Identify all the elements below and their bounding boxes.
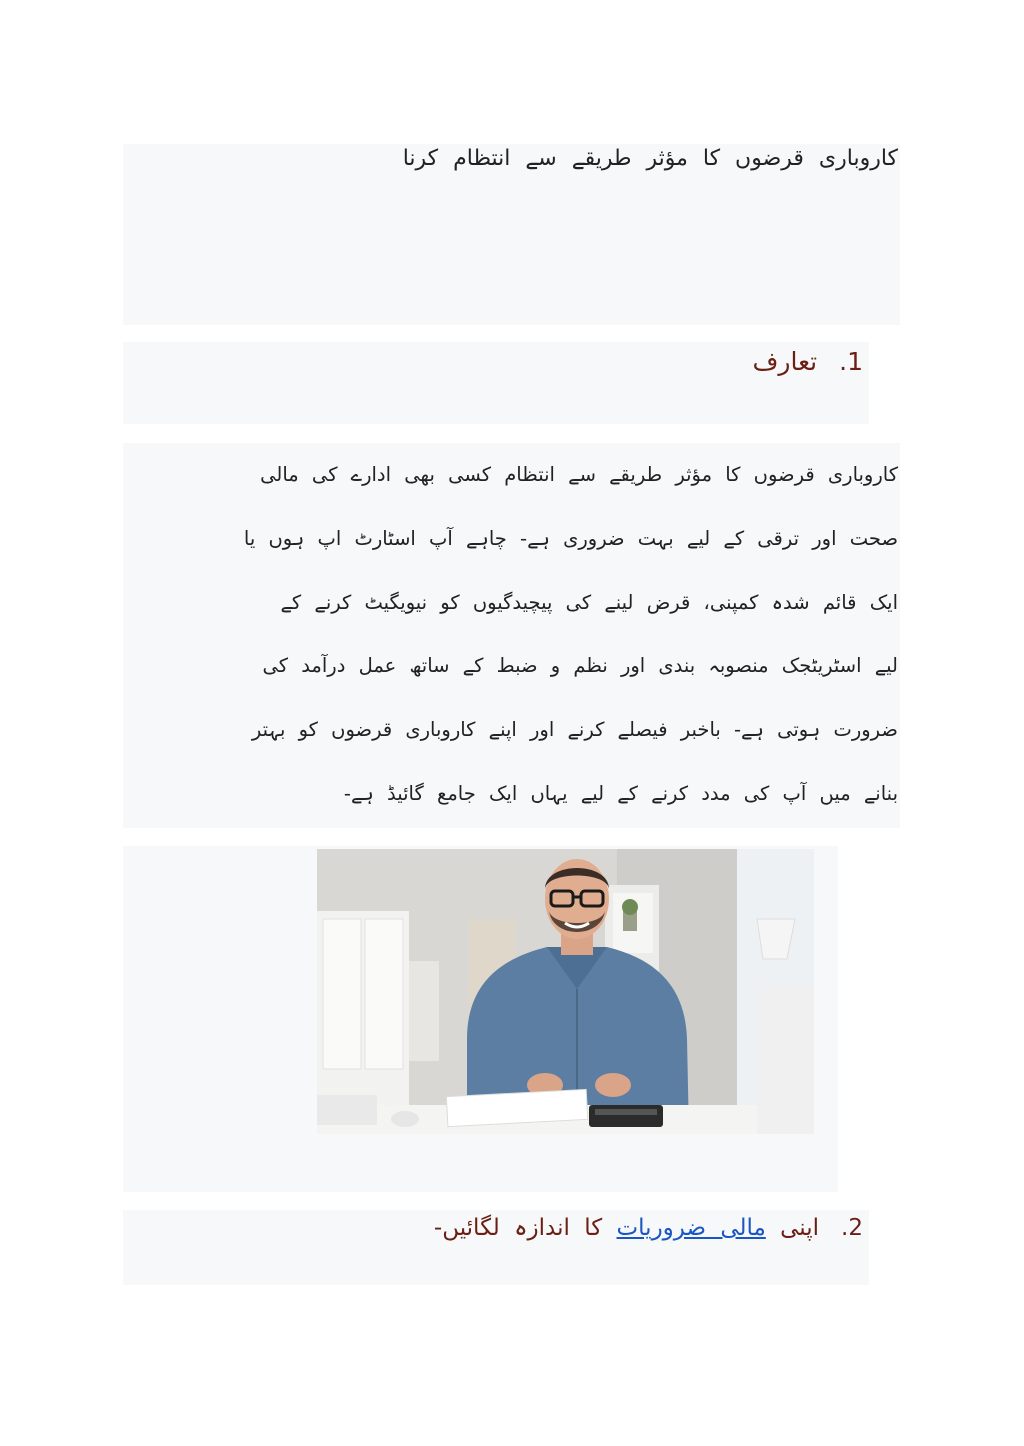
- title-block: [123, 144, 900, 325]
- section-1-heading: [753, 344, 863, 380]
- paragraph-line: ضرورت ہوتی ہے- باخبر فیصلے کرنے اور اپنے کاروباری قرضوں کو بہتر: [251, 718, 898, 742]
- section-2-number: 2.: [841, 1215, 863, 1241]
- section-2-heading-block: [123, 1210, 869, 1285]
- intro-paragraph-block: [123, 443, 900, 828]
- intro-paragraph: [125, 443, 898, 826]
- paragraph-line: صحت اور ترقی کے لیے بہت ضروری ہے- چاہے آپ اسٹارٹ اپ ہوں یا: [243, 526, 898, 550]
- financial-needs-link[interactable]: مالی ضروریات: [616, 1215, 766, 1241]
- page-title: کاروباری قرضوں کا مؤثر طریقے سے انتظام کرنا: [402, 146, 898, 171]
- paragraph-line: کاروباری قرضوں کا مؤثر طریقے سے انتظام کسی بھی ادارے کی مالی: [260, 463, 898, 486]
- paragraph-line: لیے اسٹریٹجک منصوبہ بندی اور نظم و ضبط کے ساتھ عمل درآمد کی: [262, 654, 898, 678]
- image-block: [123, 846, 838, 1192]
- section-2-heading: [434, 1210, 863, 1246]
- section-2-text-before-link: اپنی: [780, 1215, 820, 1241]
- section-1-heading-block: [123, 342, 869, 424]
- paragraph-line: بنانے میں آپ کی مدد کرنے کے لیے یہاں ایک جامع گائیڈ ہے-: [343, 781, 898, 805]
- paragraph-line: ایک قائم شدہ کمپنی، قرض لینے کی پیچیدگیوں کو نیویگیٹ کرنے کے: [280, 590, 898, 614]
- section-1-title: تعارف: [752, 347, 818, 376]
- businessman-photo: [317, 849, 814, 1134]
- section-2-text-after-link: کا اندازہ لگائیں-: [433, 1215, 603, 1241]
- section-1-number: 1.: [839, 347, 863, 376]
